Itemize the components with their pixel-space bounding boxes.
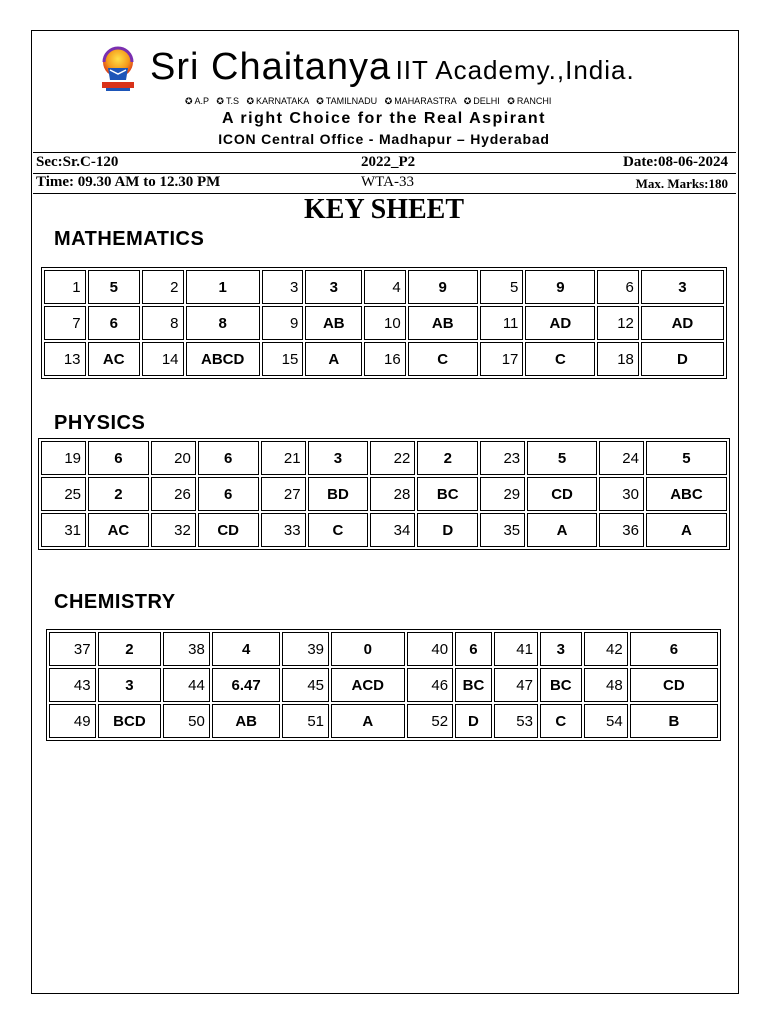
question-number: 33 — [261, 513, 306, 547]
question-number: 29 — [480, 477, 525, 511]
question-number: 7 — [44, 306, 86, 340]
question-number: 19 — [41, 441, 86, 475]
state-item: TAMILNADU — [325, 96, 378, 106]
question-number: 12 — [597, 306, 639, 340]
answer-key: A — [305, 342, 362, 376]
answer-key: CD — [527, 477, 597, 511]
question-number: 38 — [163, 632, 210, 666]
states-list — [180, 96, 551, 107]
answer-key: 6 — [198, 441, 259, 475]
question-number: 51 — [282, 704, 329, 738]
answer-key: D — [417, 513, 478, 547]
question-number: 48 — [584, 668, 628, 702]
state-item: MAHARASTRA — [394, 96, 457, 106]
answer-key: 3 — [98, 668, 162, 702]
exam-time: Time: 09.30 AM to 12.30 PM — [36, 174, 221, 190]
state-item: T.S — [225, 96, 239, 106]
answer-key: A — [331, 704, 405, 738]
answer-key: AB — [305, 306, 362, 340]
question-number: 53 — [494, 704, 538, 738]
answer-key: 6 — [88, 441, 149, 475]
table-row — [49, 632, 718, 666]
bullet-icon: ✪ — [316, 96, 324, 106]
title-main: Sri Chaitanya — [150, 46, 392, 88]
answer-key: ABC — [646, 477, 727, 511]
question-number: 9 — [262, 306, 304, 340]
answer-key: 9 — [525, 270, 595, 304]
question-number: 24 — [599, 441, 644, 475]
office-address: ICON Central Office - Madhapur – Hyderabad — [218, 131, 550, 147]
state-item: A.P — [194, 96, 209, 106]
answer-key: C — [525, 342, 595, 376]
table-row — [41, 477, 727, 511]
answer-key: C — [308, 513, 369, 547]
exam-date: Date:08-06-2024 — [623, 154, 728, 170]
section-title-physics: PHYSICS — [54, 412, 146, 434]
question-number: 17 — [480, 342, 524, 376]
question-number: 3 — [262, 270, 304, 304]
question-number: 2 — [142, 270, 184, 304]
sri-chaitanya-logo-icon — [96, 44, 140, 94]
key-sheet-title: KEY SHEET — [303, 194, 464, 225]
title-sub: IIT Academy.,India. — [395, 55, 635, 85]
table-row — [49, 668, 718, 702]
question-number: 40 — [407, 632, 454, 666]
question-number: 28 — [370, 477, 415, 511]
question-number: 34 — [370, 513, 415, 547]
question-number: 14 — [142, 342, 184, 376]
answer-key: 0 — [331, 632, 405, 666]
test-code: WTA-33 — [361, 174, 414, 190]
answer-key: 3 — [641, 270, 724, 304]
question-number: 13 — [44, 342, 86, 376]
answer-key: BC — [540, 668, 582, 702]
answer-key: 3 — [305, 270, 362, 304]
answer-key: BD — [308, 477, 369, 511]
question-number: 46 — [407, 668, 454, 702]
answer-key: 3 — [540, 632, 582, 666]
table-row — [41, 513, 727, 547]
answer-key: 4 — [212, 632, 281, 666]
question-number: 43 — [49, 668, 96, 702]
question-number: 20 — [151, 441, 196, 475]
question-number: 47 — [494, 668, 538, 702]
answer-key: 2 — [98, 632, 162, 666]
question-number: 49 — [49, 704, 96, 738]
bullet-icon: ✪ — [463, 96, 472, 106]
paper-code: 2022_P2 — [361, 154, 416, 170]
answer-key: 6 — [88, 306, 140, 340]
question-number: 36 — [599, 513, 644, 547]
answer-key: A — [527, 513, 597, 547]
answer-key: 2 — [417, 441, 478, 475]
answer-key: A — [646, 513, 727, 547]
section-code: Sec:Sr.C-120 — [36, 154, 119, 170]
bullet-icon: ✪ — [384, 96, 393, 106]
physics-key-table — [38, 438, 730, 550]
answer-key: D — [641, 342, 724, 376]
question-number: 1 — [44, 270, 86, 304]
answer-key: 8 — [186, 306, 260, 340]
answer-key: CD — [198, 513, 259, 547]
answer-key: AC — [88, 342, 140, 376]
answer-key: 5 — [88, 270, 140, 304]
bullet-icon: ✪ — [185, 96, 193, 106]
question-number: 25 — [41, 477, 86, 511]
answer-key: D — [455, 704, 492, 738]
question-number: 45 — [282, 668, 329, 702]
question-number: 6 — [597, 270, 639, 304]
answer-key: 6 — [198, 477, 259, 511]
answer-key: ABCD — [186, 342, 260, 376]
answer-key: 5 — [646, 441, 727, 475]
chemistry-key-table — [46, 629, 721, 741]
question-number: 31 — [41, 513, 86, 547]
state-item: KARNATAKA — [256, 96, 309, 106]
table-row — [41, 441, 727, 475]
question-number: 21 — [261, 441, 306, 475]
bullet-icon: ✪ — [216, 96, 224, 106]
answer-key: CD — [630, 668, 718, 702]
question-number: 4 — [364, 270, 406, 304]
max-marks: Max. Marks:180 — [635, 176, 728, 191]
state-item: DELHI — [473, 96, 500, 106]
question-number: 27 — [261, 477, 306, 511]
answer-key: 9 — [408, 270, 478, 304]
answer-key: 6.47 — [212, 668, 281, 702]
answer-key: AB — [212, 704, 281, 738]
question-number: 18 — [597, 342, 639, 376]
question-number: 26 — [151, 477, 196, 511]
answer-key: AD — [525, 306, 595, 340]
question-number: 32 — [151, 513, 196, 547]
question-number: 42 — [584, 632, 628, 666]
section-title-chemistry: CHEMISTRY — [54, 591, 176, 613]
table-row — [44, 342, 724, 376]
question-number: 54 — [584, 704, 628, 738]
question-number: 39 — [282, 632, 329, 666]
answer-key: AC — [88, 513, 149, 547]
question-number: 23 — [480, 441, 525, 475]
answer-key: BC — [417, 477, 478, 511]
question-number: 44 — [163, 668, 210, 702]
answer-key: AB — [408, 306, 478, 340]
answer-key: 6 — [455, 632, 492, 666]
tagline: A right Choice for the Real Aspirant — [222, 110, 546, 127]
answer-key: 5 — [527, 441, 597, 475]
state-item: RANCHI — [516, 96, 552, 106]
table-row — [49, 704, 718, 738]
answer-key: 1 — [186, 270, 260, 304]
divider — [33, 152, 736, 153]
table-row — [44, 306, 724, 340]
answer-key: ACD — [331, 668, 405, 702]
answer-key: 2 — [88, 477, 149, 511]
question-number: 30 — [599, 477, 644, 511]
question-number: 10 — [364, 306, 406, 340]
answer-key: AD — [641, 306, 724, 340]
answer-key: 6 — [630, 632, 718, 666]
question-number: 50 — [163, 704, 210, 738]
answer-key: BCD — [98, 704, 162, 738]
answer-key: B — [630, 704, 718, 738]
question-number: 37 — [49, 632, 96, 666]
question-number: 35 — [480, 513, 525, 547]
question-number: 22 — [370, 441, 415, 475]
table-row — [44, 270, 724, 304]
question-number: 16 — [364, 342, 406, 376]
section-title-mathematics: MATHEMATICS — [54, 228, 205, 250]
question-number: 11 — [480, 306, 524, 340]
bullet-icon: ✪ — [246, 96, 255, 106]
question-number: 5 — [480, 270, 524, 304]
institute-title — [150, 46, 635, 89]
bullet-icon: ✪ — [507, 96, 515, 106]
answer-key: 3 — [308, 441, 369, 475]
question-number: 8 — [142, 306, 184, 340]
question-number: 41 — [494, 632, 538, 666]
mathematics-key-table — [41, 267, 727, 379]
question-number: 52 — [407, 704, 454, 738]
answer-key: BC — [455, 668, 492, 702]
answer-key: C — [540, 704, 582, 738]
question-number: 15 — [262, 342, 304, 376]
answer-key: C — [408, 342, 478, 376]
